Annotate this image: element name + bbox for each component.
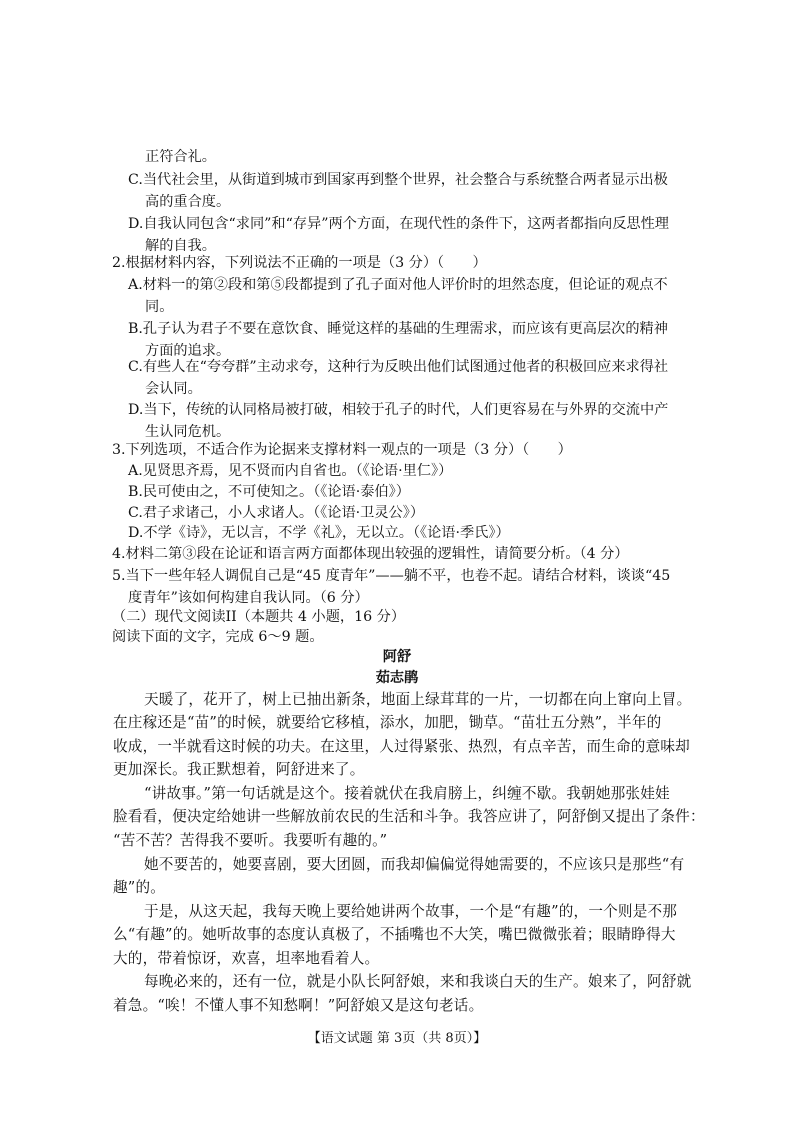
q3-option-b: B.民可使由之，不可使知之。（《论语·泰伯》） <box>128 484 410 500</box>
q2-option-a-continuation: 同。 <box>145 299 174 315</box>
story-line: 脸看看，便决定给她讲一些解放前农民的生活和斗争。我答应讲了，阿舒倒又提出了条件： <box>113 808 705 825</box>
q1-option-d-continuation: 解的自我。 <box>145 238 216 254</box>
q5-stem-continuation: 度青年”该如何构建自我认同。（6 分） <box>128 590 369 606</box>
page-footer: 【语文试题 第 3页（共 8页）】 <box>307 1031 487 1046</box>
q2-option-d: D.当下，传统的认同格局被打破，相较于孔子的时代，人们更容易在与外界的交流中产 <box>128 402 669 418</box>
story-line: 天暖了，花开了，树上已抽出新条，地面上绿茸茸的一片，一切都在向上窜向上冒。 <box>144 691 692 708</box>
story-line: “苦不苦？苦得我不要听。我要听有趣的。” <box>113 832 388 849</box>
q3-option-a: A.见贤思齐焉，见不贤而内自省也。（《论语·里仁》） <box>128 463 453 479</box>
q2-option-a: A.材料一的第②段和第⑤段都提到了孔子面对他人评价时的坦然态度，但论证的观点不 <box>128 277 668 293</box>
story-line: 着急。“唉！不懂人事不知愁啊！”阿舒娘又是这句老话。 <box>113 997 484 1014</box>
story-author: 茹志鹃 <box>375 670 419 686</box>
story-line: 趣”的。 <box>113 879 166 896</box>
q3-option-d: D.不学《诗》，无以言，不学《礼》，无以立。（《论语·季氏》） <box>128 525 510 541</box>
story-line: “讲故事。”第一句话就是这个。接着就伏在我肩膀上，纠缠不歇。我朝她那张娃娃 <box>144 785 670 802</box>
q2-option-d-continuation: 生认同危机。 <box>145 424 231 440</box>
q2-option-c: C.有些人在“夸夸群”主动求夸，这种行为反映出他们试图通过他者的积极回应来求得社 <box>128 359 669 375</box>
q2-option-b: B.孔子认为君子不要在意饮食、睡觉这样的基础的生理需求，而应该有更高层次的精神 <box>128 321 668 337</box>
story-line: 在庄稼还是“苗”的时候，就要给它移植，添水，加肥，锄草。“苗壮五分熟”，半年的 <box>113 714 662 731</box>
section-heading: （二）现代文阅读II（本题共 4 小题，16 分） <box>112 609 406 625</box>
q1-option-d: D.自我认同包含“求同”和“存异”两个方面，在现代性的条件下，这两者都指向反思性理 <box>128 216 669 232</box>
q1-option-b-continuation: 正符合礼。 <box>145 149 216 165</box>
story-line: 她不要苦的，她要喜剧，要大团圆，而我却偏偏觉得她需要的，不应该只是那些“有 <box>144 856 685 873</box>
q2-stem: 2.根据材料内容，下列说法不正确的一项是（3 分）（ ） <box>112 255 487 271</box>
q5-stem: 5.当下一些年轻人调侃自己是“45 度青年”——躺不平，也卷不起。请结合材料，谈谈“45 <box>112 568 671 584</box>
q1-option-c-continuation: 高的重合度。 <box>145 194 231 210</box>
q2-option-c-continuation: 会认同。 <box>145 381 202 397</box>
story-line: 更加深长。我正默想着，阿舒进来了。 <box>113 761 365 778</box>
story-title: 阿舒 <box>382 649 412 665</box>
q1-option-c: C.当代社会里，从街道到城市到国家再到整个世界，社会整合与系统整合两者显示出极 <box>128 172 668 188</box>
reading-instruction: 阅读下面的文字，完成 6～9 题。 <box>112 629 324 645</box>
q3-option-c: C.君子求诸己，小人求诸人。（《论语·卫灵公》） <box>128 505 425 521</box>
q4-stem: 4.材料二第③段在论证和语言两方面都体现出较强的逻辑性，请简要分析。（4 分） <box>112 546 629 562</box>
q2-option-b-continuation: 方面的追求。 <box>145 343 231 359</box>
story-line: 大的，带着惊讶，欢喜，坦率地看着人。 <box>113 950 380 967</box>
story-line: 于是，从这天起，我每天晚上要给她讲两个故事，一个是“有趣”的，一个则是不那 <box>144 903 678 920</box>
story-line: 每晚必来的，还有一位，就是小队长阿舒娘，来和我谈白天的生产。娘来了，阿舒就 <box>144 973 692 990</box>
q3-stem: 3.下列选项，不适合作为论据来支撑材料一观点的一项是（3 分）（ ） <box>112 442 572 458</box>
story-line: 么“有趣”的。她听故事的态度认真极了，不插嘴也不大笑，嘴巴微微张着；眼睛睁得大 <box>113 926 676 943</box>
story-line: 收成，一半就看这时候的功夫。在这里，人过得紧张、热烈，有点辛苦，而生命的意味却 <box>113 738 690 755</box>
